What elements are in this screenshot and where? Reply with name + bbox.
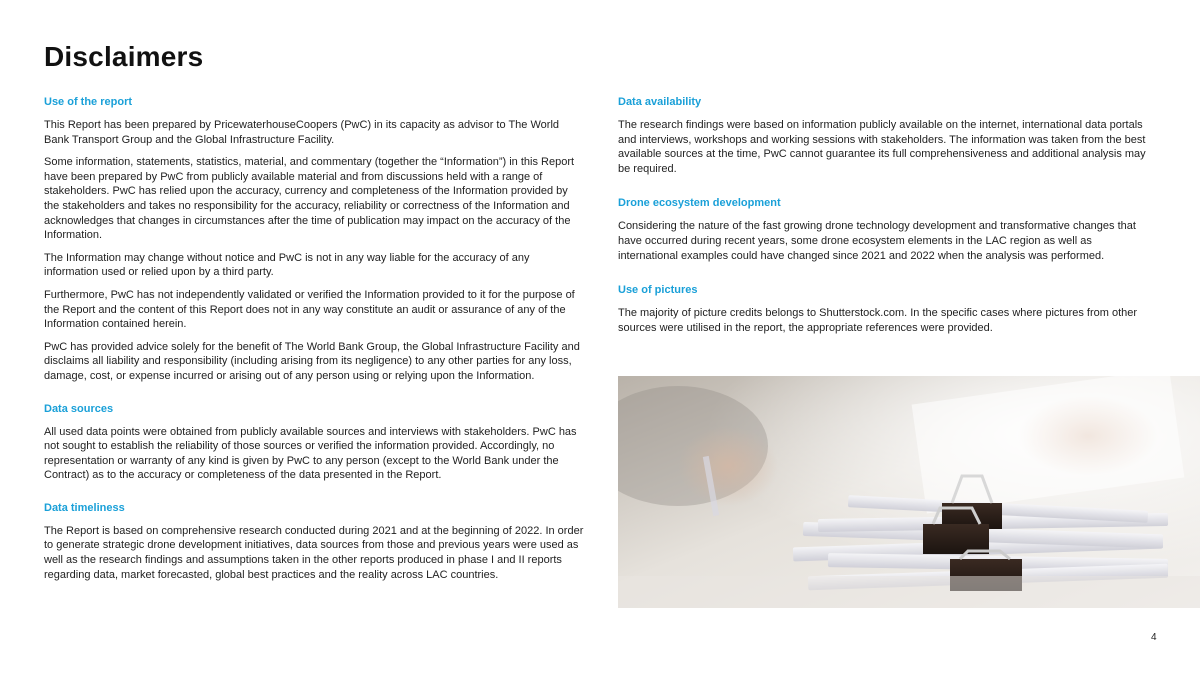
section-heading: Data timeliness (44, 501, 125, 514)
section-use-of-pictures (618, 283, 1150, 335)
paragraph: Some information, statements, statistics, material, and commentary (together the “Information”) in this Report have been prepared by PwC from publicly available material and from discussions held with a range of stakeholders. PwC has relied upon the accuracy, currency and completeness of the Information provided by the stakeholders and takes no responsibility for the accuracy, reliability or correctness of the Information and acknowledges that changes in circumstances after the time of publication may impact on the accuracy of the Information. (44, 156, 575, 242)
page-number: 4 (1151, 632, 1157, 643)
paragraph: The majority of picture credits belongs to Shutterstock.com. In the specific cases where pictures from other sources were utilised in the report, the appropriate references were provided. (618, 307, 1138, 334)
paragraph: All used data points were obtained from publicly available sources and interviews with stakeholders. PwC has not sought to establish the reliability of those sources or verified the information provided. Accordingly, no representation or warranty of any kind is given by PwC to any person (except to the World Bank under the Contract) as to the accuracy or completeness of the data presented in the Report. (44, 425, 577, 482)
paragraph: PwC has provided advice solely for the benefit of The World Bank Group, the Global Infrastructure Facility and disclaims all liability and responsibility (including arising from its negligence) to any other parties for any loss, damage, cost, or expense incurred or arising out of any person using or relying upon the Information. (44, 340, 580, 382)
paragraph: Furthermore, PwC has not independently validated or verified the Information provided to it for the purpose of the Report and the content of this Report does not in any way constitute an audit or assurance of any of the Information contained herein. (44, 288, 575, 331)
section-use-of-the-report (44, 95, 584, 384)
section-data-timeliness (44, 501, 584, 582)
left-column (44, 95, 584, 590)
paragraph: Considering the nature of the fast growing drone technology development and transformative changes that have occurred during recent years, some drone ecosystem elements in the LAC region as well as international examples could have changed since 2021 and 2022 when the analysis was performed. (618, 220, 1136, 262)
section-heading: Drone ecosystem development (618, 197, 781, 210)
section-data-sources (44, 402, 584, 483)
paragraph: This Report has been prepared by PricewaterhouseCoopers (PwC) in its capacity as advisor to The World Bank Transport Group and the Global Infrastructure Facility. (44, 119, 560, 146)
paragraph: The Report is based on comprehensive research conducted during 2021 and at the beginning of 2022. In order to generate strategic drone development initiatives, data sources from those and previous years were used as well as the research findings and assumptions taken in the other reports produced in phase I and II reports regarding data, market forecasted, global best practices and the reality across LAC countries. (44, 524, 584, 581)
section-heading: Use of pictures (618, 284, 698, 297)
documents-photo (618, 376, 1200, 608)
section-data-availability (618, 95, 1150, 176)
page-title: Disclaimers (44, 41, 204, 72)
section-heading: Data sources (44, 402, 114, 415)
paragraph: The research findings were based on information publicly available on the internet, international data portals and interviews, workshops and working sessions with stakeholders. The information was taken from the best available sources at the time, PwC cannot guarantee its full comprehensiveness and additional analysis may be required. (618, 119, 1146, 175)
paragraph: The Information may change without notice and PwC is not in any way liable for the accuracy of any information used or relied upon by a third party. (44, 251, 530, 279)
section-drone-ecosystem-development (618, 196, 1150, 263)
right-column (618, 95, 1150, 343)
section-heading: Data availability (618, 96, 702, 108)
section-heading: Use of the report (44, 96, 133, 108)
